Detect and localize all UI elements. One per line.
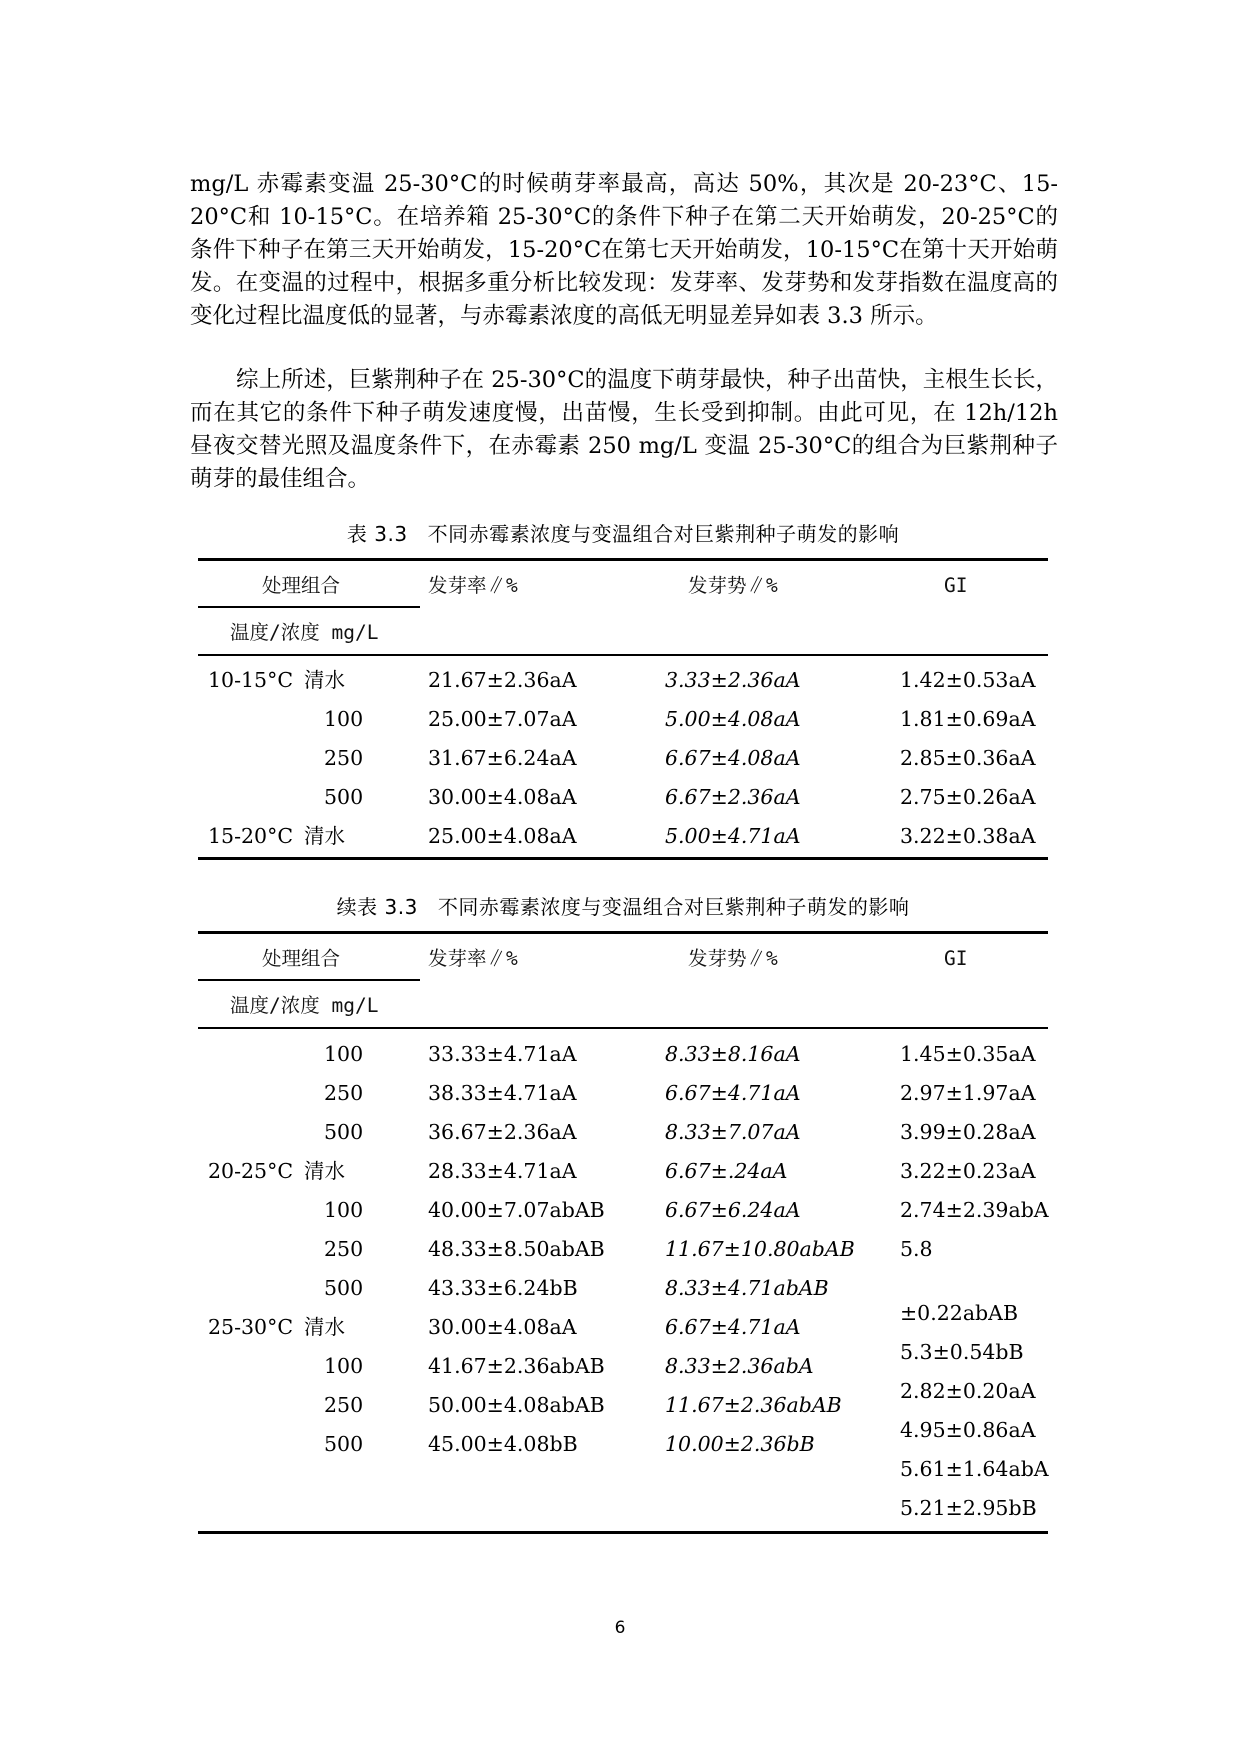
table-2-cell-rate: 43.33±6.24bB bbox=[428, 1276, 578, 1300]
table-2-cell-energy: 8.33±4.71abAB bbox=[665, 1276, 829, 1300]
table-1-cell-gi: 1.81±0.69aA bbox=[900, 707, 1036, 731]
table-1-cell-energy: 5.00±4.71aA bbox=[665, 824, 801, 848]
table-2-mid-rule bbox=[198, 1027, 1048, 1029]
table-2-cell-conc: 100 bbox=[324, 1354, 364, 1378]
table-2-cell-energy: 8.33±2.36abA bbox=[665, 1354, 814, 1378]
table-1-cell-gi: 1.42±0.53aA bbox=[900, 668, 1036, 692]
table-1-cell-energy: 6.67±2.36aA bbox=[665, 785, 801, 809]
table-1-cell-temp: 10-15°C bbox=[208, 668, 294, 692]
table-2-cell-conc: 500 bbox=[324, 1276, 364, 1300]
table-2-bottom-rule bbox=[198, 1531, 1048, 1534]
table-2-cell-rate: 33.33±4.71aA bbox=[428, 1042, 577, 1066]
table-2-cell-gi: 2.97±1.97aA bbox=[900, 1081, 1036, 1105]
table-2-cell-gi: 1.45±0.35aA bbox=[900, 1042, 1036, 1066]
table-2-cell-gi: 2.82±0.20aA bbox=[900, 1379, 1036, 1403]
table-1-cell-conc: 250 bbox=[324, 746, 364, 770]
table-1-cell-conc: 清水 bbox=[304, 668, 345, 692]
table-2-header-group: 处理组合 bbox=[262, 947, 341, 970]
table-2-header-gi: GI bbox=[944, 947, 968, 970]
table-2-cell-conc: 250 bbox=[324, 1237, 364, 1261]
table-2-cell-energy: 6.67±4.71aA bbox=[665, 1315, 801, 1339]
table-1-cell-energy: 5.00±4.08aA bbox=[665, 707, 801, 731]
table-2-cell-conc: 清水 bbox=[304, 1315, 345, 1339]
table-1-cell-conc: 100 bbox=[324, 707, 364, 731]
table-2-cell-conc: 清水 bbox=[304, 1159, 345, 1183]
table-1-mid-rule bbox=[198, 654, 1048, 656]
table-2-cell-rate: 30.00±4.08aA bbox=[428, 1315, 577, 1339]
table-2-cell-energy: 10.00±2.36bB bbox=[665, 1432, 815, 1456]
table-2-header-rate: 发芽率∥% bbox=[428, 947, 518, 970]
table-2-cell-gi: 5.8 bbox=[900, 1237, 933, 1261]
table-2-cell-energy: 6.67±.24aA bbox=[665, 1159, 788, 1183]
table-2-cell-energy: 6.67±4.71aA bbox=[665, 1081, 801, 1105]
table-2-cell-gi: 3.22±0.23aA bbox=[900, 1159, 1036, 1183]
table-1-cell-rate: 21.67±2.36aA bbox=[428, 668, 577, 692]
table-1-header-divider bbox=[198, 606, 420, 608]
table-2-cell-energy: 8.33±7.07aA bbox=[665, 1120, 801, 1144]
table-2-cell-rate: 45.00±4.08bB bbox=[428, 1432, 578, 1456]
table-2-cell-rate: 28.33±4.71aA bbox=[428, 1159, 577, 1183]
table-1-bottom-rule bbox=[198, 857, 1048, 860]
table-1-cell-conc: 清水 bbox=[304, 824, 345, 848]
table-2-cell-energy: 11.67±2.36abAB bbox=[665, 1393, 842, 1417]
table-1-cell-rate: 30.00±4.08aA bbox=[428, 785, 577, 809]
table-2-cell-conc: 100 bbox=[324, 1198, 364, 1222]
table-2-label: 续表 3.3 bbox=[336, 895, 418, 919]
table-2-title: 不同赤霉素浓度与变温组合对巨紫荆种子萌发的影响 bbox=[437, 895, 910, 919]
table-1-header-gi: GI bbox=[944, 574, 968, 597]
table-1-cell-temp: 15-20°C bbox=[208, 824, 294, 848]
table-1-cell-rate: 31.67±6.24aA bbox=[428, 746, 577, 770]
table-2-cell-gi: 3.99±0.28aA bbox=[900, 1120, 1036, 1144]
table-2-top-rule bbox=[198, 931, 1048, 934]
table-1-caption bbox=[198, 518, 1048, 547]
paragraph-2 bbox=[190, 364, 1058, 496]
table-1-cell-conc: 500 bbox=[324, 785, 364, 809]
table-1-cell-gi: 3.22±0.38aA bbox=[900, 824, 1036, 848]
table-2-cell-conc: 250 bbox=[324, 1393, 364, 1417]
table-2-cell-rate: 48.33±8.50abAB bbox=[428, 1237, 605, 1261]
table-2-cell-energy: 11.67±10.80abAB bbox=[665, 1237, 855, 1261]
table-2-cell-rate: 36.67±2.36aA bbox=[428, 1120, 577, 1144]
table-2-cell-conc: 500 bbox=[324, 1120, 364, 1144]
table-1-cell-energy: 6.67±4.08aA bbox=[665, 746, 801, 770]
table-1-header-group: 处理组合 bbox=[262, 574, 341, 597]
table-1-cell-gi: 2.75±0.26aA bbox=[900, 785, 1036, 809]
table-2-cell-rate: 38.33±4.71aA bbox=[428, 1081, 577, 1105]
table-2-cell-conc: 100 bbox=[324, 1042, 364, 1066]
table-2-cell-temp: 20-25°C bbox=[208, 1159, 294, 1183]
table-2-header-energy: 发芽势∥% bbox=[688, 947, 778, 970]
paragraph-1: mg/L 赤霉素变温 25-30°C的时候萌芽率最高，高达 50%，其次是 20-23°C、15-20°C和 10-15°C。在培养箱 25-30°C的条件下种子在第二天开始萌发，20-25°C的条件下种子在第三天开始萌发，15-20°C在第七天开始萌发，10-15°C在第十天开始萌发。在变温的过程中，根据多重分析比较发现：发芽率、发芽势和发芽指数在温度高的变化过程比温度低的显著，与赤霉素浓度的高低无明显差异如表 3.3 所示。 bbox=[190, 171, 1058, 329]
paragraph-2-text: 综上所述，巨紫荆种子在 25-30°C的温度下萌芽最快，种子出苗快，主根生长长，而在其它的条件下种子萌发速度慢，出苗慢，生长受到抑制。由此可见，在 12h/12h 昼夜交替光照及温度条件下，在赤霉素 250 mg/L 变温 25-30°C的组合为巨紫荆种子萌芽的最佳组合。 bbox=[190, 367, 1058, 492]
table-2-subheader: 温度/浓度 mg/L bbox=[230, 994, 379, 1017]
table-1-cell-rate: 25.00±7.07aA bbox=[428, 707, 577, 731]
table-2-header-divider bbox=[198, 979, 420, 981]
table-2-cell-gi: 5.61±1.64abA bbox=[900, 1457, 1049, 1481]
table-1-cell-energy: 3.33±2.36aA bbox=[665, 668, 801, 692]
table-1-cell-rate: 25.00±4.08aA bbox=[428, 824, 577, 848]
table-2-cell-gi: 2.74±2.39abA bbox=[900, 1198, 1049, 1222]
table-1-title: 不同赤霉素浓度与变温组合对巨紫荆种子萌发的影响 bbox=[427, 522, 900, 546]
table-2-cell-gi: 4.95±0.86aA bbox=[900, 1418, 1036, 1442]
table-2-cell-energy: 8.33±8.16aA bbox=[665, 1042, 801, 1066]
table-1-top-rule bbox=[198, 558, 1048, 561]
table-2-cell-energy: 6.67±6.24aA bbox=[665, 1198, 801, 1222]
table-2-cell-gi: 5.21±2.95bB bbox=[900, 1496, 1037, 1520]
table-2-caption bbox=[198, 891, 1048, 920]
table-2-cell-rate: 50.00±4.08abAB bbox=[428, 1393, 605, 1417]
page-number: 6 bbox=[614, 1618, 626, 1638]
table-1-header-rate: 发芽率∥% bbox=[428, 574, 518, 597]
table-2-cell-gi: 5.3±0.54bB bbox=[900, 1340, 1024, 1364]
table-2-cell-conc: 250 bbox=[324, 1081, 364, 1105]
table-2-cell-rate: 41.67±2.36abAB bbox=[428, 1354, 605, 1378]
table-1-subheader: 温度/浓度 mg/L bbox=[230, 621, 379, 644]
table-2-cell-temp: 25-30°C bbox=[208, 1315, 294, 1339]
table-2-cell-conc: 500 bbox=[324, 1432, 364, 1456]
table-2-cell-rate: 40.00±7.07abAB bbox=[428, 1198, 605, 1222]
table-1-label: 表 3.3 bbox=[346, 522, 408, 546]
table-1-cell-gi: 2.85±0.36aA bbox=[900, 746, 1036, 770]
table-1-header-energy: 发芽势∥% bbox=[688, 574, 778, 597]
table-2-cell-gi: ±0.22abAB bbox=[900, 1301, 1019, 1325]
